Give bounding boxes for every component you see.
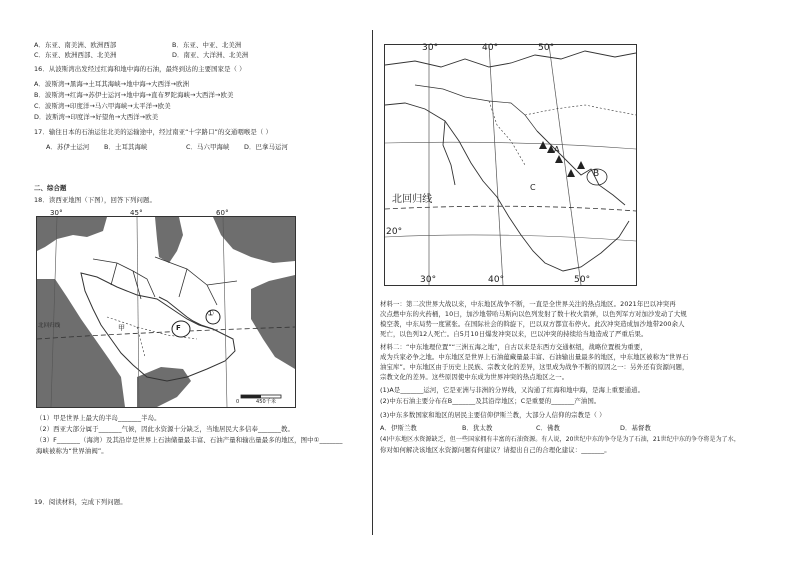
q18-part2: （2）西亚大部分属于_______气候，因此水资源十分缺乏，当地居民大多信奉_______教。 xyxy=(36,425,294,433)
q16-option-c[interactable]: C．波斯湾→印度洋→马六甲海峡→太平洋→欧美 xyxy=(34,102,171,110)
map2-tropic-label: 北回归线 xyxy=(392,194,433,205)
middle-east-map-svg xyxy=(385,45,636,285)
q4-line1: (4)中东地区水资源缺乏，但一些国家拥有丰富的石油资源。有人说，20世纪中东的争夺是为了石油，21世纪中东的争夺将是为了水， xyxy=(380,436,740,443)
q16-option-b[interactable]: B．波斯湾→红海→苏伊士运河→地中海→直布罗陀海峡→大西洋→欧美 xyxy=(34,91,234,99)
q3-option-c[interactable]: C．佛教 xyxy=(536,424,561,432)
q16-option-d[interactable]: D．波斯湾→印度洋→好望角→大西洋→欧美 xyxy=(34,113,159,121)
material2-line4: 宗教文化的差异。这些原因使中东成为世界冲突的热点地区之一。 xyxy=(380,373,569,381)
q17-stem: 17．输往日本的石油运往北美的运输途中，经过南亚“十字路口”的交通咽喉是（ ） xyxy=(34,128,272,136)
q17-option-b[interactable]: B．土耳其海峡 xyxy=(104,143,148,151)
material2-line2: 成为兵家必争之地。中东地区是世界上石油蕴藏量最丰富、石油输出量最多的地区，中东地区被称为“世界石 xyxy=(380,353,689,361)
map1-scale-label: 450千米 xyxy=(256,399,277,405)
q3-option-a[interactable]: A．伊斯兰教 xyxy=(380,424,417,432)
material2-line1: 材料二：“中东地理位置”“三洲五海之地”，自古以来是东西方交通枢纽，战略位置极为重要， xyxy=(380,343,647,351)
q18-part3-cont: 海峡被称为“世界油阀”。 xyxy=(36,447,108,455)
map1-lon-60: 60° xyxy=(216,209,229,217)
map2-top-lon-30: 30° xyxy=(422,43,439,53)
map2-letter-a: A xyxy=(554,145,560,154)
map2-letter-b: B xyxy=(593,169,600,179)
q18-stem: 18．读西亚地图（下图），回答下列问题。 xyxy=(34,196,156,204)
column-divider xyxy=(372,30,373,535)
q3-option-d[interactable]: D．基督教 xyxy=(620,424,651,432)
q18-part1: （1）甲是世界上最大的半岛_______半岛。 xyxy=(36,414,161,422)
map2-lat-20: 20° xyxy=(386,227,403,237)
map2-bottom-lon-50: 50° xyxy=(574,275,591,285)
material1-line1: 材料一：第二次世界大战以来，中东地区战争不断，一直是全世界关注的热点地区。2021年巴以冲突再 xyxy=(380,300,676,308)
west-asia-map-svg xyxy=(37,217,295,407)
middle-east-map xyxy=(384,44,637,286)
west-asia-map xyxy=(36,216,296,408)
q17-option-a[interactable]: A．苏伊士运河 xyxy=(46,143,90,151)
q19-stem: 19．阅读材料，完成下列问题。 xyxy=(34,498,127,506)
q3-option-b[interactable]: B．犹太教 xyxy=(462,424,493,432)
map1-lon-30: 30° xyxy=(50,209,63,217)
q4-line2: 你对如何解决该地区水资源问题有何建议？请提出自己的合理化建议：_______。 xyxy=(380,446,611,454)
map2-top-lon-40: 40° xyxy=(482,43,499,53)
q16-stem: 16．从波斯湾出发经过红海和地中海的石油，最终到达的主要国家是（ ） xyxy=(34,65,246,73)
q15-option-d[interactable]: D．南亚、大洋洲、北美洲 xyxy=(172,51,249,59)
q17-option-d[interactable]: D．巴拿马运河 xyxy=(244,143,288,151)
map2-bottom-lon-30: 30° xyxy=(420,275,437,285)
q18-part3: （3）F_______（海湾）及其沿岸是世界上石油储量最丰富、石油产量和输出量最多的地区，图中①_______ xyxy=(36,436,343,444)
q16-option-a[interactable]: A．波斯湾→黑海→土耳其海峡→地中海→大西洋→欧洲 xyxy=(34,80,190,88)
map1-scale-zero: 0 xyxy=(236,399,240,405)
map2-letter-c: C xyxy=(530,183,536,192)
q17-option-c[interactable]: C．马六甲海峡 xyxy=(186,143,230,151)
material1-line3: 模空袭，中东局势一度紧张。在国际社会的斡旋下，巴以双方都宣布停火。此次冲突造成加沙地带200余人 xyxy=(380,320,685,328)
map1-lon-45: 45° xyxy=(130,209,143,217)
material1-line2: 次点燃中东的火药桶，10日，加沙地带哈马斯向以色列发射了数十枚火箭弹，以色列军方对加沙发动了大规 xyxy=(380,310,687,318)
map1-peninsula-jia: 甲 xyxy=(118,324,126,332)
map2-top-lon-50: 50° xyxy=(538,43,555,53)
q-part2: (2)中东石油主要分布在B_______及其沿岸地区；C是重要的_______产油国。 xyxy=(380,397,601,405)
q15-option-a[interactable]: A．东亚、南美洲、欧洲西部 xyxy=(34,41,117,49)
map2-bottom-lon-40: 40° xyxy=(488,275,505,285)
section-heading: 二、综合题 xyxy=(34,184,67,192)
map1-strait-marker: ① xyxy=(207,309,215,318)
q15-option-b[interactable]: B．东亚、中亚、北美洲 xyxy=(172,41,242,49)
material2-line3: 油宝库”。中东地区由于历史上民族、宗教文化的差异，这里成为战争不断的原因之一：另外还有资源问题， xyxy=(380,363,689,371)
map1-tropic-label: 北回归线 xyxy=(38,323,61,329)
q-part1: (1)A是_______运河，它是亚洲与非洲的分界线，又沟通了红海和地中海，是海上重要通道。 xyxy=(380,386,645,394)
material1-line4: 死亡，以色列12人死亡。自5月10日爆发冲突以来，巴以冲突的持续给当地造成了严重后果。 xyxy=(380,330,648,338)
q-part3: (3)中东多数国家和地区的居民主要信仰伊斯兰教，大部分人信仰的宗教是（ ） xyxy=(380,411,606,419)
map1-letter-f: F xyxy=(176,324,181,332)
q15-option-c[interactable]: C．东亚、欧洲西部、北美洲 xyxy=(34,51,117,59)
